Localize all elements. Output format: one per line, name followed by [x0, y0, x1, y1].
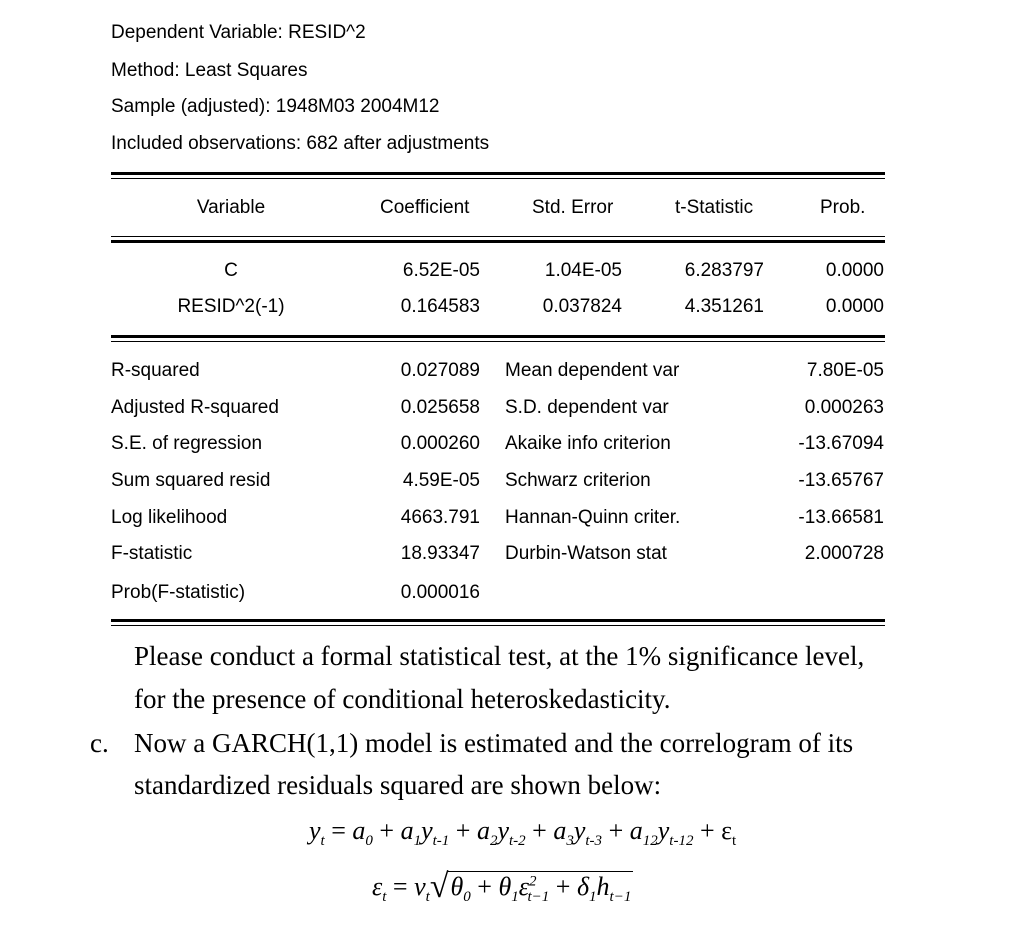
header-bottom-rule-thin [111, 236, 885, 237]
stat-label: Schwarz criterion [505, 470, 651, 491]
stat-label: Prob(F-statistic) [111, 582, 246, 603]
stat-label: S.D. dependent var [505, 397, 669, 418]
stats-top-rule [111, 335, 885, 338]
stat-label: Adjusted R-squared [111, 397, 279, 418]
prob-cell: 0.0000 [825, 260, 884, 281]
item-c-label: c. [90, 728, 109, 758]
stat-value: 0.000263 [804, 397, 884, 418]
stat-value: 0.025658 [400, 397, 480, 418]
stat-value: 4663.791 [400, 507, 480, 528]
stat-label: Mean dependent var [505, 360, 680, 381]
coefficient-cell: 6.52E-05 [402, 260, 480, 281]
table-bottom-rule [111, 619, 885, 622]
prob-cell: 0.0000 [825, 296, 884, 317]
variable-cell: RESID^2(-1) [177, 296, 285, 317]
stat-label: Hannan-Quinn criter. [505, 507, 681, 528]
stat-label: Log likelihood [111, 507, 228, 528]
stat-value: -13.67094 [798, 433, 884, 454]
coefficient-cell: 0.164583 [400, 296, 480, 317]
variance-equation: $\varepsilon_t = v_t√\theta_0 + \theta_1\varepsilon^2_{t-1} + \delta_1h_{t-1}$ [372, 868, 632, 906]
item-c-line-1: Now a GARCH(1,1) model is estimated and the correlogram of its [134, 728, 854, 758]
item-c-line-2: standardized residuals squared are shown below: [134, 770, 662, 800]
table-bottom-rule-thin [111, 625, 885, 626]
question-line-2: for the presence of conditional heteroskedasticity. [134, 684, 671, 714]
stat-label: S.E. of regression [111, 433, 263, 454]
stat-value: 0.027089 [400, 360, 480, 381]
column-header-coefficient: Coefficient [380, 197, 470, 218]
sample-line: Sample (adjusted): 1948M03 2004M12 [111, 96, 440, 117]
std-error-cell: 0.037824 [542, 296, 622, 317]
stat-label: Akaike info criterion [505, 433, 671, 454]
t-statistic-cell: 4.351261 [684, 296, 764, 317]
observations-line: Included observations: 682 after adjustments [111, 133, 490, 154]
mean-equation: $y_t = a_0 + a_1y_{t-1} + a_2y_{t-2} + a_3y_{t-3} + a_{12}y_{t-12} + \varepsilon_t$ [309, 816, 737, 850]
stat-value: 0.000260 [400, 433, 480, 454]
table-top-rule-thin [111, 178, 885, 179]
column-header-variable: Variable [196, 197, 266, 218]
variable-cell: C [224, 260, 238, 281]
question-line-1: Please conduct a formal statistical test, at the 1% significance level, [134, 641, 865, 671]
std-error-cell: 1.04E-05 [544, 260, 622, 281]
stat-value: 7.80E-05 [806, 360, 884, 381]
stat-value: 18.93347 [400, 543, 480, 564]
stat-value: 2.000728 [804, 543, 884, 564]
stats-top-rule-thin [111, 341, 885, 342]
column-header-std-error: Std. Error [532, 197, 614, 218]
column-header-t-statistic: t-Statistic [675, 197, 754, 218]
dependent-variable-line: Dependent Variable: RESID^2 [111, 22, 366, 43]
stat-label: Sum squared resid [111, 470, 271, 491]
header-bottom-rule [111, 240, 885, 243]
stat-label: R-squared [111, 360, 200, 381]
table-top-rule [111, 172, 885, 175]
method-line: Method: Least Squares [111, 60, 308, 81]
stat-value: 4.59E-05 [402, 470, 480, 491]
stat-value: -13.66581 [798, 507, 884, 528]
stat-value: 0.000016 [400, 582, 480, 603]
stat-label: F-statistic [111, 543, 193, 564]
stat-label: Durbin-Watson stat [505, 543, 667, 564]
stat-value: -13.65767 [798, 470, 884, 491]
column-header-prob: Prob. [820, 197, 866, 218]
t-statistic-cell: 6.283797 [684, 260, 764, 281]
